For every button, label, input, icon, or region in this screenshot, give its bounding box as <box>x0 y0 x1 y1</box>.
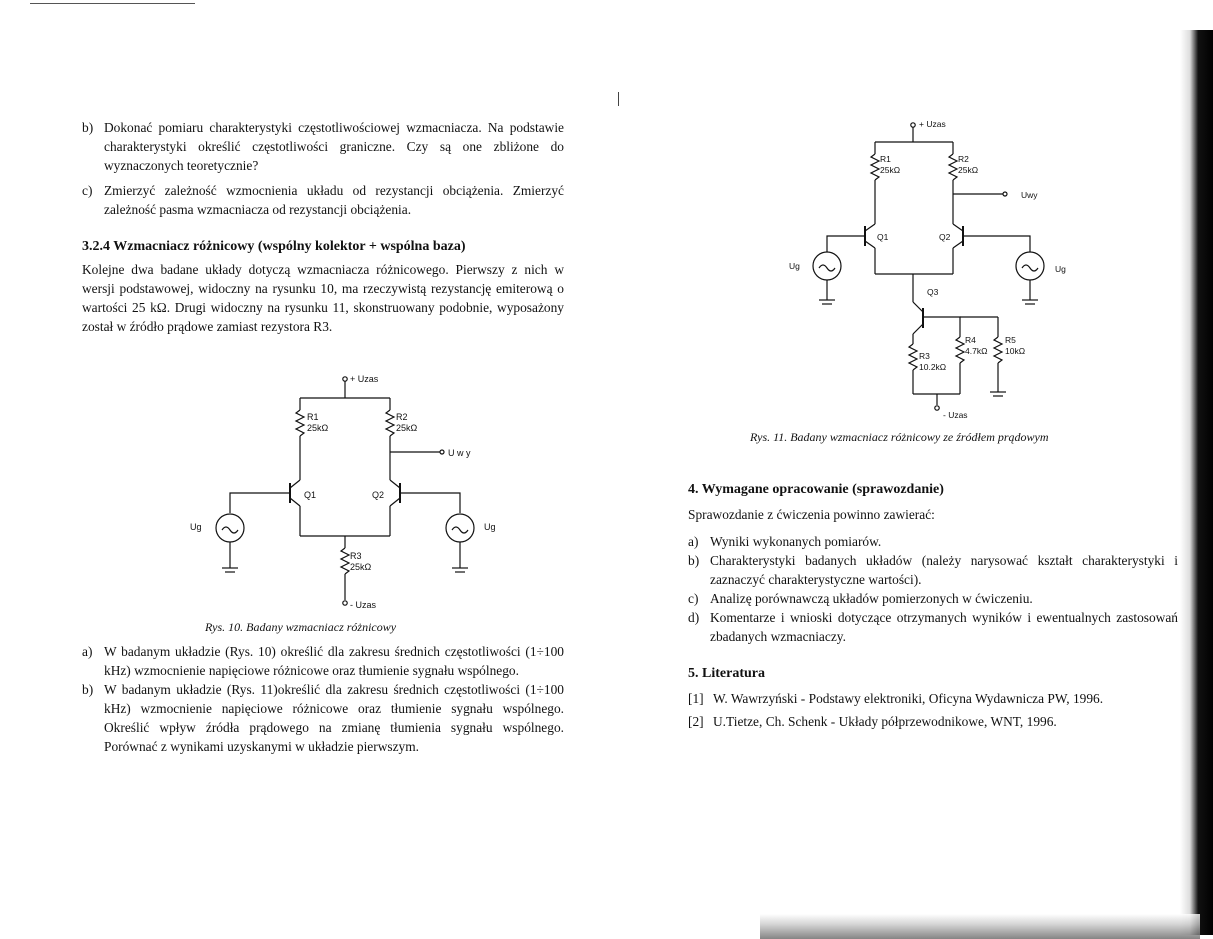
resistor-r1 <box>871 154 879 180</box>
item-label: b) <box>82 682 94 697</box>
r2-value: 25kΩ <box>396 423 418 433</box>
item-label: c) <box>82 183 93 198</box>
item-label: b) <box>82 120 94 135</box>
resistor-r2 <box>386 410 394 436</box>
ref-label: [1] <box>688 691 704 706</box>
resistor-r3 <box>909 344 917 370</box>
resistor-r3 <box>341 548 349 574</box>
q1-label: Q1 <box>877 232 889 242</box>
list-item <box>688 608 1178 646</box>
vplus-label: + Uzas <box>919 119 946 129</box>
right-column <box>688 480 1178 735</box>
r3-label: R3 <box>350 551 362 561</box>
section-paragraph: Kolejne dwa badane układy dotyczą wzmacniacza różnicowego. Pierwszy z nich w wersji podstawowej, widoczny na rysunku 10, ma rzeczywistą rezystancję emiterową o wartości 25 kΩ. Drugi widoczny na rysunku 11, skonstruowany podobnie, wyposażony został w źródło prądowe zamiast rezystora R3. <box>82 262 564 334</box>
resistor-r4 <box>956 337 964 363</box>
resistor-r2 <box>949 154 957 180</box>
circuit-diagram-rys10 <box>190 368 496 618</box>
vplus-terminal <box>911 123 915 127</box>
item-text: W badanym układzie (Rys. 11)określić dla zakresu średnich częstotliwości (1÷100 kHz) wzmocnienie napięciowe różnicowe oraz tłumienie sygnału wspólnego. Określić wpływ źródła prądowego na zmianę tłumienia sygnału wspólnego. Porównać z wynikami uzyskanymi w układzie pierwszym. <box>104 682 564 754</box>
item-label: b) <box>688 553 700 568</box>
ug-source-right <box>1016 252 1044 280</box>
page-marker <box>618 92 619 106</box>
vminus-label: - Uzas <box>943 410 968 420</box>
vplus-terminal <box>343 377 347 381</box>
section-intro: Sprawozdanie z ćwiczenia powinno zawierać: <box>688 507 935 522</box>
r3-label: R3 <box>919 351 930 361</box>
list-item <box>688 551 1178 589</box>
item-text: Zmierzyć zależność wzmocnienia układu od rezystancji obciążenia. Zmierzyć zależność pasma wzmacniacza od rezystancji obciążenia. <box>104 183 564 217</box>
ug-right-label: Ug <box>484 522 496 532</box>
ug-left-label: Ug <box>190 522 202 532</box>
q2-label: Q2 <box>372 490 385 500</box>
section-heading: 5. Literatura <box>688 666 765 681</box>
item-text: Analizę porównawczą układów pomierzonych w ćwiczeniu. <box>710 591 1033 606</box>
ug-source-left <box>813 252 841 280</box>
resistor-r5 <box>994 337 1002 363</box>
list-item <box>82 642 564 680</box>
out-label: U w y <box>448 448 471 458</box>
list-item <box>82 181 564 219</box>
item-text: Charakterystyki badanych układów (należy narysować kształt charakterystyki i zaznaczyć charakterystyczne wartości). <box>710 553 1178 587</box>
r3-value: 25kΩ <box>350 562 372 572</box>
figure-caption-11: Rys. 11. Badany wzmacniacz różnicowy ze źródłem prądowym <box>750 430 1049 444</box>
ref-label: [2] <box>688 714 704 729</box>
vminus-label: - Uzas <box>350 600 377 610</box>
q3-label: Q3 <box>927 287 939 297</box>
section-heading: 3.2.4 Wzmacniacz różnicowy (wspólny kolektor + wspólna baza) <box>82 239 466 254</box>
ug-left-label: Ug <box>789 261 800 271</box>
item-label: c) <box>688 591 699 606</box>
q1-label: Q1 <box>304 490 317 500</box>
output-terminal <box>1003 192 1007 196</box>
item-text: Komentarze i wnioski dotyczące otrzymanych wyników i ewentualnych zastosowań zbadanych wzmacniaczy. <box>710 610 1178 644</box>
circuit-diagram-rys11 <box>785 112 1075 427</box>
r1-label: R1 <box>880 154 891 164</box>
figure-caption-10: Rys. 10. Badany wzmacniacz różnicowy <box>205 620 397 634</box>
list-item <box>82 118 564 175</box>
item-text: Wyniki wykonanych pomiarów. <box>710 534 882 549</box>
q2-label: Q2 <box>939 232 951 242</box>
section-heading: 4. Wymagane opracowanie (sprawozdanie) <box>688 482 944 497</box>
resistor-r1 <box>296 410 304 436</box>
list-item <box>82 680 564 756</box>
r4-label: R4 <box>965 335 976 345</box>
r5-value: 10kΩ <box>1005 346 1026 356</box>
item-text: W badanym układzie (Rys. 10) określić dla zakresu średnich częstotliwości (1÷100 kHz) wzmocnienie napięciowe różnicowe oraz tłumienie sygnału wspólnego. <box>104 644 564 678</box>
r5-label: R5 <box>1005 335 1016 345</box>
item-label: a) <box>82 644 93 659</box>
r2-label: R2 <box>958 154 969 164</box>
r1-value: 25kΩ <box>880 165 901 175</box>
r4-value: 4.7kΩ <box>965 346 988 356</box>
scan-edge-top <box>30 3 195 4</box>
ug-source-left <box>216 514 244 542</box>
item-text: Dokonać pomiaru charakterystyki częstotliwościowej wzmacniacza. Na podstawie charakterystyki określić częstotliwości graniczne. Czy są one zbliżone do wyznaczonych teoretycznie? <box>104 120 564 173</box>
ref-text: W. Wawrzyński - Podstawy elektroniki, Oficyna Wydawnicza PW, 1996. <box>713 691 1104 706</box>
r1-label: R1 <box>307 412 319 422</box>
ug-right-label: Ug <box>1055 264 1066 274</box>
left-items-bottom <box>82 642 564 762</box>
vminus-terminal <box>343 601 347 605</box>
vplus-label: + Uzas <box>350 374 379 384</box>
output-terminal <box>440 450 444 454</box>
left-column <box>82 118 564 336</box>
ref-text: U.Tietze, Ch. Schenk - Układy półprzewodnikowe, WNT, 1996. <box>713 714 1057 729</box>
reference-item <box>688 689 1178 708</box>
item-label: a) <box>688 534 699 549</box>
reference-item <box>688 712 1178 731</box>
ug-source-right <box>446 514 474 542</box>
vminus-terminal <box>935 406 939 410</box>
item-label: d) <box>688 610 700 625</box>
r3-value: 10.2kΩ <box>919 362 947 372</box>
r2-value: 25kΩ <box>958 165 979 175</box>
scan-edge-bottom <box>760 914 1200 939</box>
list-item <box>688 532 1178 551</box>
scan-edge-right <box>1180 30 1213 935</box>
out-label: Uwy <box>1021 190 1038 200</box>
r2-label: R2 <box>396 412 408 422</box>
list-item <box>688 589 1178 608</box>
r1-value: 25kΩ <box>307 423 329 433</box>
